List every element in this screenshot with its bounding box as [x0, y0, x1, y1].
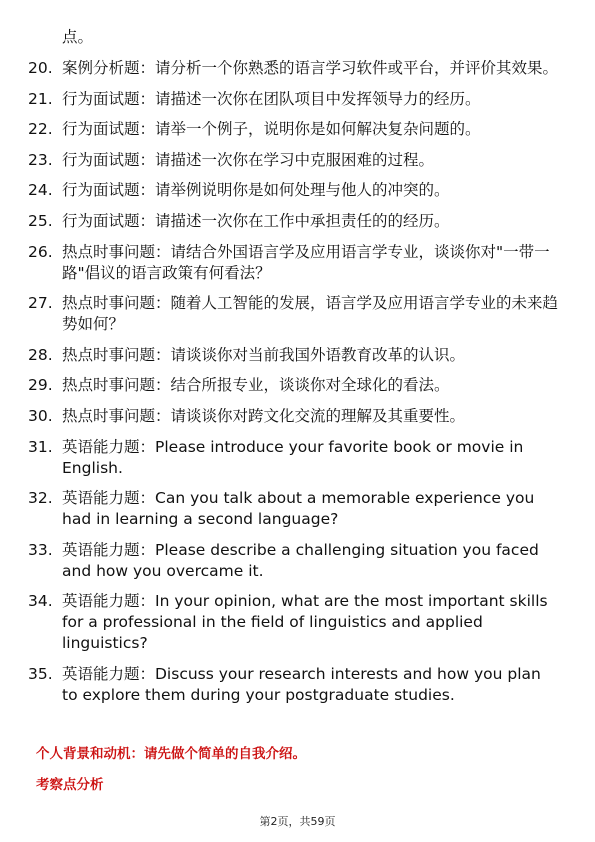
question-item: [28, 242, 558, 284]
question-item: [28, 406, 558, 427]
question-item: [28, 211, 558, 232]
question-text: 行为面试题：请举一个例子，说明你是如何解决复杂问题的。: [62, 120, 481, 139]
question-item: [28, 345, 558, 366]
question-item: [28, 119, 558, 140]
question-item: [28, 488, 558, 530]
question-item: [28, 375, 558, 396]
question-text: 行为面试题：请描述一次你在学习中克服困难的过程。: [62, 150, 435, 169]
question-item: [28, 180, 558, 201]
question-list: [28, 58, 558, 716]
question-text: 行为面试题：请描述一次你在团队项目中发挥领导力的经历。: [62, 89, 481, 108]
question-item: [28, 664, 558, 706]
question-text: 热点时事问题：请谈谈你对当前我国外语教育改革的认识。: [62, 345, 466, 364]
question-item: [28, 89, 558, 110]
question-number: 32.: [28, 489, 53, 508]
question-number: 25.: [28, 211, 53, 230]
question-number: 20.: [28, 59, 53, 77]
question-number: 34.: [28, 592, 53, 611]
question-text: 行为面试题：请举例说明你是如何处理与他人的冲突的。: [62, 181, 450, 200]
question-number: 35.: [28, 664, 53, 683]
question-text: 案例分析题：请分析一个你熟悉的语言学习软件或平台，并评价其效果。: [62, 59, 559, 77]
question-item: [28, 150, 558, 171]
page-footer: 第2页，共59页: [259, 815, 336, 828]
question-text: 热点时事问题：随着人工智能的发展，语言学及应用语言学专业的未来趋势如何？: [62, 294, 559, 334]
question-item: [28, 540, 558, 582]
question-item: [28, 437, 558, 479]
question-number: 29.: [28, 376, 53, 395]
question-number: 28.: [28, 345, 53, 364]
question-number: 31.: [28, 437, 53, 456]
question-number: 22.: [28, 120, 53, 139]
question-text: 行为面试题：请描述一次你在工作中承担责任的的经历。: [62, 211, 450, 230]
section-heading: 个人背景和动机：请先做个简单的自我介绍。: [36, 746, 306, 762]
question-text: 英语能力题：Discuss your research interests and how you plan to explore them during your postgraduate studies.: [62, 664, 541, 704]
question-text: 热点时事问题：请结合外国语言学及应用语言学专业，谈谈你对"一带一路"倡议的语言政策有何看法？: [62, 242, 550, 282]
question-number: 30.: [28, 406, 53, 425]
question-number: 33.: [28, 540, 53, 559]
question-text: 英语能力题：In your opinion, what are the most important skills for a professional in the field of linguistics and applied linguistics?: [62, 592, 548, 653]
question-item: [28, 591, 558, 654]
question-text: 英语能力题：Please introduce your favorite book or movie in English.: [62, 437, 524, 477]
question-number: 27.: [28, 294, 53, 313]
continued-text: 点。: [62, 28, 94, 46]
question-number: 26.: [28, 242, 53, 261]
sub-heading: 考察点分析: [36, 777, 104, 793]
question-number: 23.: [28, 150, 53, 169]
question-text: 热点时事问题：请谈谈你对跨文化交流的理解及其重要性。: [62, 406, 466, 425]
question-item: [28, 293, 558, 335]
question-number: 24.: [28, 181, 53, 200]
question-text: 热点时事问题：结合所报专业，谈谈你对全球化的看法。: [62, 376, 450, 395]
question-text: 英语能力题：Can you talk about a memorable experience you had in learning a second language?: [62, 489, 535, 529]
question-number: 21.: [28, 89, 53, 108]
question-text: 英语能力题：Please describe a challenging situation you faced and how you overcame it.: [62, 540, 539, 580]
question-item: [28, 58, 558, 79]
